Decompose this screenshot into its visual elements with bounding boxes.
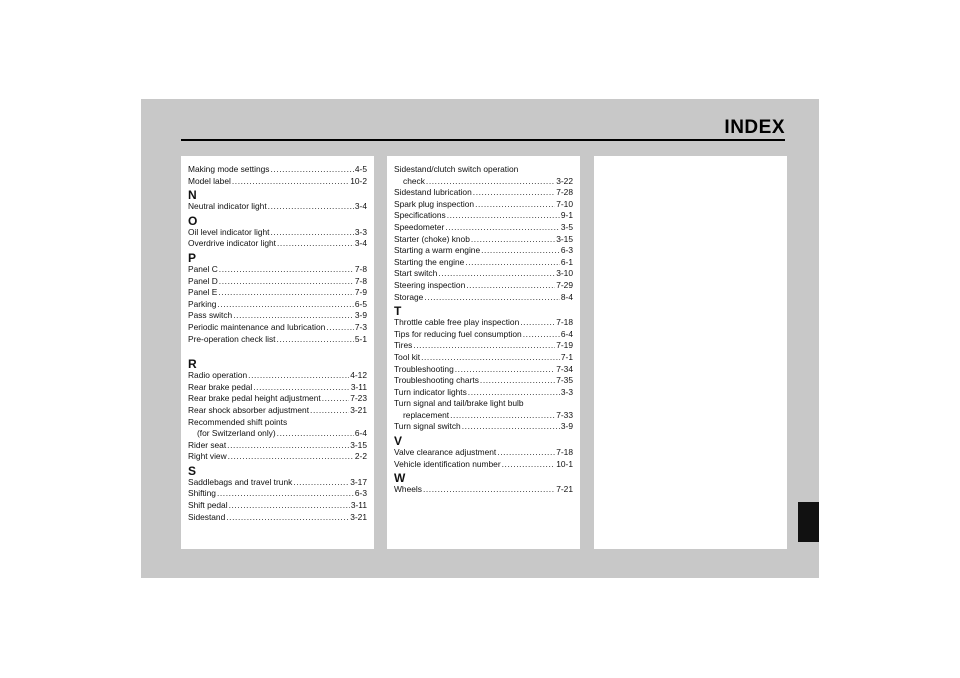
leader-dots xyxy=(455,364,555,376)
entry-page-number: 7-34 xyxy=(556,363,573,374)
leader-dots xyxy=(218,287,354,299)
entry-text: Specifications xyxy=(394,210,446,221)
leader-dots xyxy=(248,370,349,382)
leader-dots xyxy=(413,340,555,352)
index-entry xyxy=(188,227,367,239)
entry-page-number: 4-5 xyxy=(354,164,367,174)
entry-page-number: 3-9 xyxy=(354,310,367,321)
entry-text: Turn signal and tail/brake light bulb xyxy=(394,398,524,409)
entry-text: Pass switch xyxy=(188,310,233,321)
index-entry xyxy=(394,280,573,292)
index-entry xyxy=(188,477,367,489)
entry-text: Saddlebags and travel trunk xyxy=(188,476,293,487)
entry-page-number: 7-33 xyxy=(556,409,573,420)
leader-dots xyxy=(227,440,349,452)
entry-text: Periodic maintenance and lubrication xyxy=(188,321,326,332)
index-entry xyxy=(394,187,573,199)
index-entry xyxy=(394,257,573,269)
leader-dots xyxy=(468,387,560,399)
index-entry xyxy=(188,428,367,440)
entry-text: Shift pedal xyxy=(188,500,228,511)
leader-dots xyxy=(465,257,560,269)
index-entry xyxy=(188,405,367,417)
leader-dots xyxy=(438,268,555,280)
index-entry xyxy=(188,164,367,176)
index-entry xyxy=(188,238,367,250)
entry-text: replacement xyxy=(403,409,450,420)
leader-dots xyxy=(450,410,555,422)
leader-dots xyxy=(217,488,354,500)
entry-text: Troubleshooting xyxy=(394,363,454,374)
index-letter-heading: O xyxy=(188,213,198,228)
entry-text: Starting the engine xyxy=(394,256,465,267)
entry-text: Spark plug inspection xyxy=(394,198,475,209)
entry-page-number: 10-2 xyxy=(350,175,367,186)
entry-page-number: 3-11 xyxy=(350,381,367,392)
entry-text: Panel D xyxy=(188,275,218,286)
leader-dots xyxy=(423,484,555,496)
entry-text: Oil level indicator light xyxy=(188,226,270,237)
leader-dots xyxy=(217,299,353,311)
leader-dots xyxy=(326,322,354,334)
index-entry xyxy=(188,488,367,500)
index-entry xyxy=(394,387,573,399)
entry-text: Wheels xyxy=(394,484,422,495)
index-entry xyxy=(394,340,573,352)
index-entry xyxy=(394,245,573,257)
index-entry xyxy=(394,421,573,433)
index-entry xyxy=(188,393,367,405)
leader-dots xyxy=(277,428,354,440)
entry-text: Rear shock absorber adjustment xyxy=(188,404,310,415)
leader-dots xyxy=(293,477,349,489)
entry-text: Model label xyxy=(188,175,231,186)
index-letter-heading: N xyxy=(188,188,197,203)
entry-page-number: 5-1 xyxy=(354,333,367,344)
entry-text: Panel E xyxy=(188,287,218,298)
leader-dots xyxy=(471,234,555,246)
index-entry xyxy=(188,382,367,394)
entry-page-number: 7-18 xyxy=(556,447,573,458)
page-title: INDEX xyxy=(724,117,785,138)
index-entry xyxy=(188,334,367,346)
entry-page-number: 3-21 xyxy=(350,404,367,415)
index-entry xyxy=(394,222,573,234)
leader-dots xyxy=(475,199,555,211)
leader-dots xyxy=(310,405,349,417)
entry-page-number: 6-5 xyxy=(354,298,367,309)
entry-page-number: 6-4 xyxy=(354,428,367,439)
index-column-3 xyxy=(594,156,787,549)
leader-dots xyxy=(270,164,353,176)
index-entry xyxy=(188,264,367,276)
entry-text: check xyxy=(403,175,425,186)
entry-text: Tires xyxy=(394,340,413,351)
entry-page-number: 8-4 xyxy=(560,291,573,302)
entry-page-number: 7-9 xyxy=(354,287,367,298)
entry-text: Sidestand/clutch switch operation xyxy=(394,164,519,174)
leader-dots xyxy=(445,222,560,234)
leader-dots xyxy=(226,512,349,524)
index-entry xyxy=(188,417,367,429)
entry-text: Recommended shift points xyxy=(188,416,288,427)
index-entry xyxy=(394,459,573,471)
entry-page-number: 9-1 xyxy=(560,210,573,221)
entry-text: Starting a warm engine xyxy=(394,245,481,256)
entry-page-number: 3-4 xyxy=(354,238,367,249)
index-entry xyxy=(394,447,573,459)
leader-dots xyxy=(426,176,555,188)
index-entry xyxy=(394,292,573,304)
index-entry xyxy=(394,398,573,410)
entry-page-number: 3-9 xyxy=(560,421,573,432)
entry-page-number: 3-21 xyxy=(350,511,367,522)
leader-dots xyxy=(466,280,555,292)
entry-text: Sidestand xyxy=(188,511,226,522)
leader-dots xyxy=(219,264,354,276)
entry-page-number: 7-21 xyxy=(556,484,573,495)
entry-page-number: 7-8 xyxy=(354,275,367,286)
index-entry xyxy=(394,484,573,496)
entry-text: Neutral indicator light xyxy=(188,201,267,212)
entry-text: Rear brake pedal xyxy=(188,381,253,392)
entry-page-number: 3-3 xyxy=(560,386,573,397)
entry-page-number: 3-4 xyxy=(354,201,367,212)
entry-text: Right view xyxy=(188,451,227,462)
entry-page-number: 3-15 xyxy=(556,233,573,244)
index-entry xyxy=(394,364,573,376)
entry-page-number: 7-18 xyxy=(556,317,573,328)
index-letter-heading: S xyxy=(188,463,197,478)
index-entry xyxy=(188,287,367,299)
leader-dots xyxy=(497,447,555,459)
entry-page-number: 4-12 xyxy=(350,370,367,381)
leader-dots xyxy=(253,382,350,394)
entry-page-number: 7-29 xyxy=(556,279,573,290)
index-entry xyxy=(188,370,367,382)
index-entry xyxy=(394,375,573,387)
index-entry xyxy=(394,210,573,222)
leader-dots xyxy=(502,459,556,471)
entry-page-number: 7-19 xyxy=(556,340,573,351)
index-column-2 xyxy=(387,156,580,549)
leader-dots xyxy=(219,276,354,288)
entry-page-number: 6-3 xyxy=(560,245,573,256)
entry-text: Tool kit xyxy=(394,351,421,362)
entry-text: Vehicle identification number xyxy=(394,458,501,469)
entry-text: Turn signal switch xyxy=(394,421,461,432)
entry-page-number: 3-11 xyxy=(350,500,367,511)
header-rule xyxy=(181,139,785,141)
index-letter-heading: P xyxy=(188,250,197,265)
index-letter-heading: R xyxy=(188,357,197,372)
entry-page-number: 6-1 xyxy=(560,256,573,267)
index-entry xyxy=(188,440,367,452)
entry-page-number: 7-3 xyxy=(354,321,367,332)
index-column-1 xyxy=(181,156,374,549)
leader-dots xyxy=(232,176,349,188)
entry-text: Turn indicator lights xyxy=(394,386,467,397)
leader-dots xyxy=(421,352,560,364)
entry-page-number: 3-5 xyxy=(560,221,573,232)
leader-dots xyxy=(523,329,560,341)
entry-text: Valve clearance adjustment xyxy=(394,447,497,458)
entry-page-number: 3-10 xyxy=(556,268,573,279)
entry-text: Sidestand lubrication xyxy=(394,187,472,198)
leader-dots xyxy=(480,375,555,387)
index-entry xyxy=(394,199,573,211)
leader-dots xyxy=(322,393,350,405)
entry-page-number: 7-10 xyxy=(556,198,573,209)
entry-page-number: 3-3 xyxy=(354,226,367,237)
index-entry xyxy=(394,352,573,364)
entry-page-number: 7-35 xyxy=(556,375,573,386)
entry-text: Steering inspection xyxy=(394,279,466,290)
index-entry xyxy=(394,234,573,246)
leader-dots xyxy=(462,421,560,433)
leader-dots xyxy=(233,310,354,322)
index-entry xyxy=(188,299,367,311)
entry-page-number: 2-2 xyxy=(354,451,367,462)
index-entry xyxy=(394,329,573,341)
entry-page-number: 7-28 xyxy=(556,187,573,198)
leader-dots xyxy=(277,238,354,250)
leader-dots xyxy=(228,451,354,463)
entry-text: Rider seat xyxy=(188,439,227,450)
entry-text: (for Switzerland only) xyxy=(197,428,276,439)
entry-text: Rear brake pedal height adjustment xyxy=(188,393,321,404)
entry-text: Start switch xyxy=(394,268,438,279)
index-entry xyxy=(188,276,367,288)
entry-page-number: 3-22 xyxy=(556,175,573,186)
index-entry xyxy=(188,322,367,334)
entry-text: Storage xyxy=(394,291,424,302)
entry-text: Parking xyxy=(188,298,217,309)
index-letter-heading: V xyxy=(394,434,403,449)
chapter-tab xyxy=(798,502,819,542)
entry-text: Pre-operation check list xyxy=(188,333,276,344)
group-spacer xyxy=(188,345,367,356)
entry-page-number: 6-3 xyxy=(354,488,367,499)
manual-page xyxy=(141,99,819,578)
index-entry xyxy=(394,176,573,188)
leader-dots xyxy=(277,334,354,346)
entry-text: Tips for reducing fuel consumption xyxy=(394,328,522,339)
entry-text: Speedometer xyxy=(394,221,445,232)
index-entry xyxy=(394,164,573,176)
index-letter-heading: W xyxy=(394,471,406,486)
leader-dots xyxy=(520,317,555,329)
entry-page-number: 3-15 xyxy=(350,439,367,450)
entry-page-number: 7-1 xyxy=(560,351,573,362)
index-entry xyxy=(188,201,367,213)
leader-dots xyxy=(481,245,560,257)
leader-dots xyxy=(270,227,353,239)
entry-text: Panel C xyxy=(188,263,218,274)
index-entry xyxy=(188,512,367,524)
entry-text: Radio operation xyxy=(188,370,248,381)
index-entry xyxy=(394,268,573,280)
leader-dots xyxy=(473,187,555,199)
index-entry xyxy=(188,500,367,512)
entry-page-number: 7-23 xyxy=(350,393,367,404)
leader-dots xyxy=(424,292,560,304)
index-entry xyxy=(394,410,573,422)
entry-page-number: 3-17 xyxy=(350,476,367,487)
entry-page-number: 10-1 xyxy=(556,458,573,469)
entry-text: Making mode settings xyxy=(188,164,270,174)
index-entry xyxy=(394,317,573,329)
index-entry xyxy=(188,310,367,322)
index-entry xyxy=(188,451,367,463)
entry-page-number: 7-8 xyxy=(354,263,367,274)
leader-dots xyxy=(447,210,560,222)
entry-text: Overdrive indicator light xyxy=(188,238,276,249)
entry-text: Shifting xyxy=(188,488,216,499)
entry-text: Troubleshooting charts xyxy=(394,375,479,386)
entry-page-number: 6-4 xyxy=(560,328,573,339)
index-letter-heading: T xyxy=(394,304,402,319)
index-entry xyxy=(188,176,367,188)
entry-text: Starter (choke) knob xyxy=(394,233,470,244)
leader-dots xyxy=(268,201,354,213)
leader-dots xyxy=(229,500,350,512)
entry-text: Throttle cable free play inspection xyxy=(394,317,520,328)
